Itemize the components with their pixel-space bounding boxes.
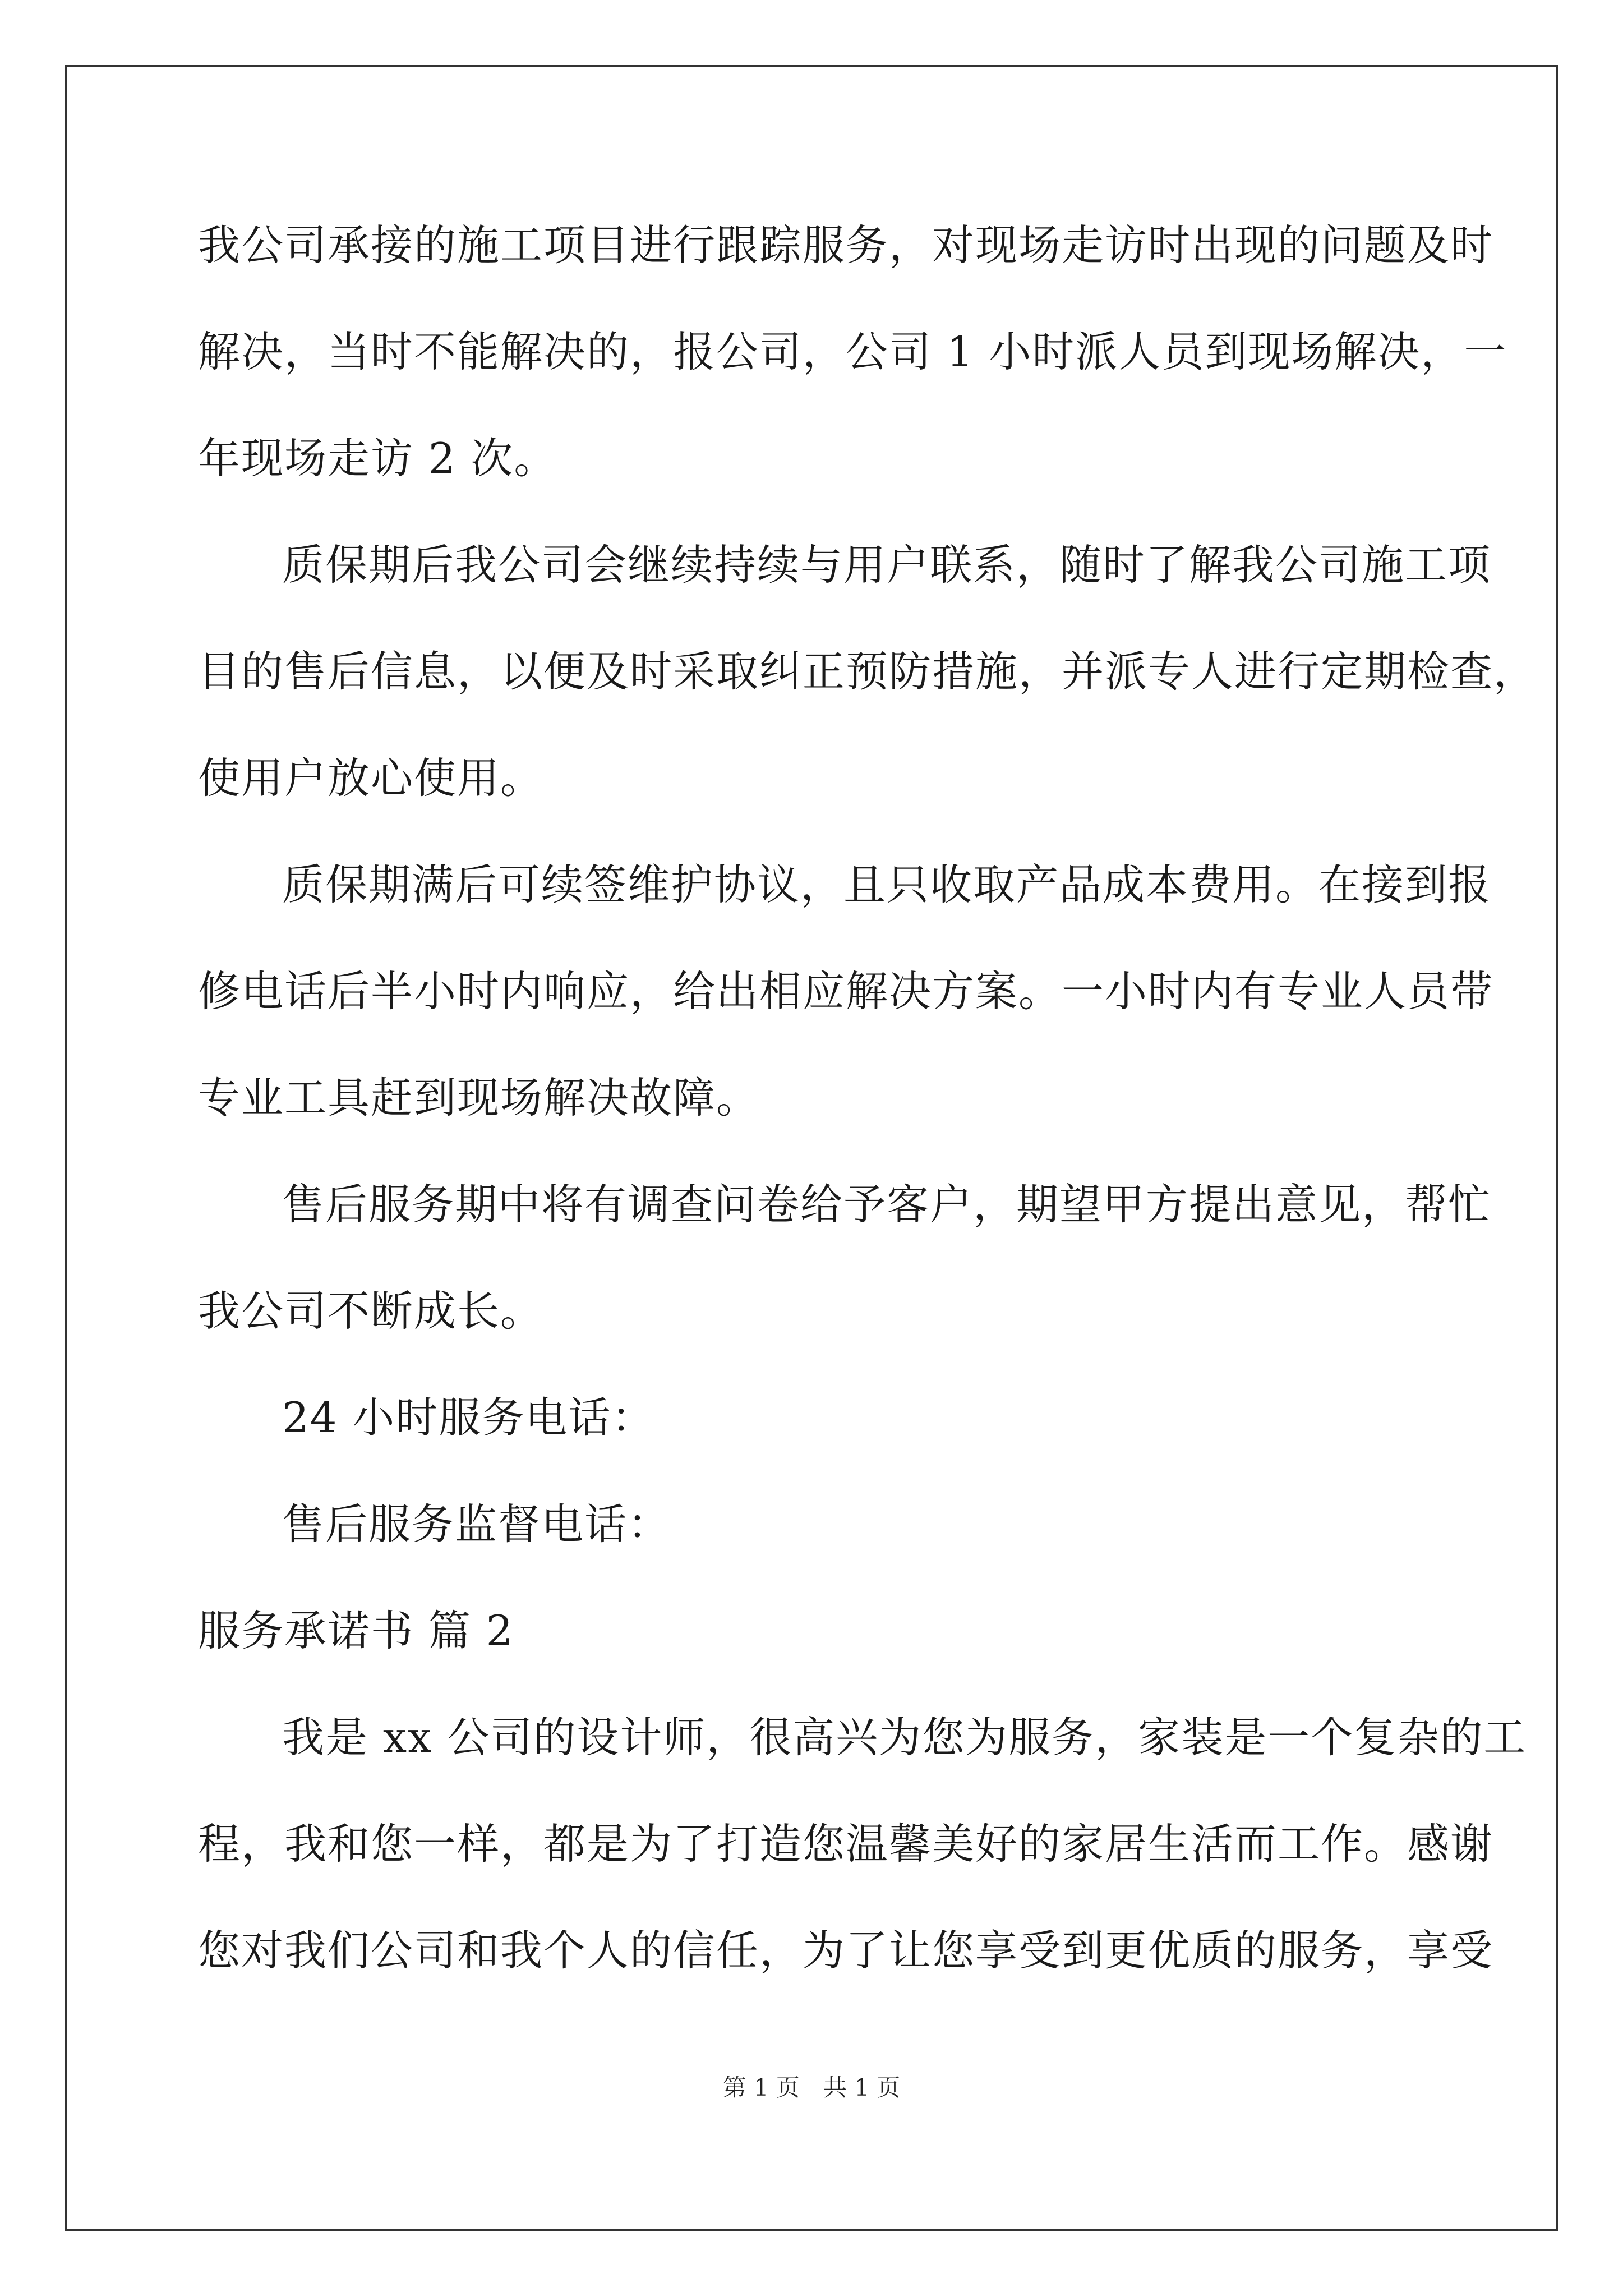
paragraph-start-line: 售后服务期中将有调查问卷给予客户，期望甲方提出意见，帮忙 <box>282 1180 1492 1229</box>
service-phone-line: 24 小时服务电话： <box>282 1393 655 1442</box>
text-line: 使用户放心使用。 <box>198 753 544 803</box>
page-border <box>65 65 1558 2231</box>
text-line: 年现场走访 2 次。 <box>198 434 557 483</box>
text-line: 解决，当时不能解决的，报公司，公司 1 小时派人员到现场解决，一 <box>198 327 1507 376</box>
paragraph-start-line: 我是 xx 公司的设计师，很高兴为您为服务，家装是一个复杂的工 <box>282 1713 1527 1762</box>
supervision-phone-line: 售后服务监督电话： <box>282 1499 671 1549</box>
text-line: 我公司承接的施工项目进行跟踪服务，对现场走访时出现的问题及时 <box>198 220 1494 270</box>
paragraph-start-line: 质保期后我公司会继续持续与用户联系，随时了解我公司施工项 <box>282 540 1492 590</box>
text-line: 您对我们公司和我个人的信任，为了让您享受到更优质的服务，享受 <box>198 1926 1494 1975</box>
page-number-footer: 第 1 页 共 1 页 <box>722 2074 901 2101</box>
text-line: 我公司不断成长。 <box>198 1286 544 1336</box>
text-line: 程，我和您一样，都是为了打造您温馨美好的家居生活而工作。感谢 <box>198 1819 1494 1869</box>
text-line: 专业工具赶到现场解决故障。 <box>198 1073 760 1122</box>
text-line: 目的售后信息，以便及时采取纠正预防措施，并派专人进行定期检查， <box>198 647 1537 696</box>
paragraph-start-line: 质保期满后可续签维护协议，且只收取产品成本费用。在接到报 <box>282 860 1492 909</box>
section-heading: 服务承诺书 篇 2 <box>198 1606 514 1655</box>
text-line: 修电话后半小时内响应，给出相应解决方案。一小时内有专业人员带 <box>198 967 1494 1016</box>
